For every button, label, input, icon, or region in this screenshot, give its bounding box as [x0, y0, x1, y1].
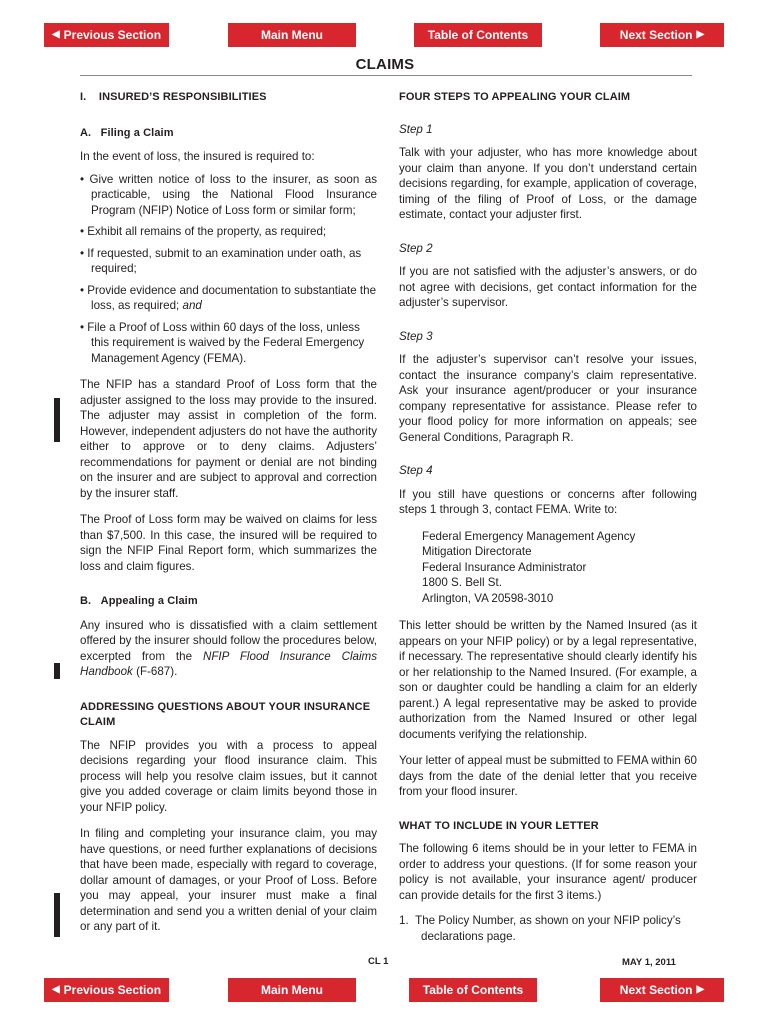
- appeal-deadline-paragraph: Your letter of appeal must be submitted to FEMA within 60 days from the date of the denial letter that you receive from your flood insurer.: [399, 754, 697, 798]
- right-column: [399, 90, 697, 944]
- title-divider: [80, 75, 692, 76]
- address-line: Federal Emergency Management Agency: [422, 529, 636, 543]
- previous-section-label: Previous Section: [63, 983, 162, 997]
- left-column: [80, 90, 377, 935]
- table-of-contents-button[interactable]: [414, 23, 542, 47]
- main-menu-label: Main Menu: [261, 983, 323, 997]
- page-date: MAY 1, 2011: [622, 957, 676, 968]
- previous-section-button[interactable]: [44, 978, 169, 1002]
- right-triangle-icon: ▶: [696, 984, 705, 995]
- section-heading: I. INSURED’S RESPONSIBILITIES: [80, 91, 267, 103]
- bullet-item: • If requested, submit to an examination under oath, as required;: [80, 246, 362, 275]
- step-text: If the adjuster’s supervisor can’t resolve your issues, contact the insurance company’s claim representative. Ask your insurance agent/producer or your insurance company representative for assistance. Please refer to your flood policy for more information on appeals; see General Conditions, Paragraph R.: [399, 353, 697, 444]
- table-of-contents-label: Table of Contents: [427, 28, 529, 42]
- filing-paragraph: In filing and completing your insurance claim, you may have questions, or need further explanations of decisions that have been made, especially with regard to coverage, dollar amount of damages, or your Proof of Loss. Before you may appeal, your insurer must make a final determination and send you a written denial of your claim or any part of it.: [80, 827, 377, 933]
- appeal-paragraph: Any insured who is dissatisfied with a claim settlement offered by the insurer should follow the procedures below, excerpted from the NFIP Flood Insurance Claims Handbook (F-687).: [80, 618, 377, 678]
- main-menu-label: Main Menu: [261, 28, 323, 42]
- fema-address: [399, 529, 697, 607]
- main-menu-button[interactable]: [228, 978, 356, 1002]
- next-section-label: Next Section: [619, 28, 693, 42]
- left-triangle-icon: ◀: [51, 29, 60, 40]
- step-text: Talk with your adjuster, who has more knowledge about your claim than anyone. If you don’t understand certain decisions regarding, for example, application of coverage, timing of the filing of Proof of Loss, or the damage estimate, contact your adjuster first.: [399, 146, 697, 221]
- address-line: Federal Insurance Administrator: [422, 560, 587, 574]
- page-code: CL 1: [368, 956, 389, 967]
- process-paragraph: The NFIP provides you with a process to appeal decisions regarding your flood insurance claim. This process will help you resolve claim issues, but it cannot give you added coverage or claim limits beyond those in your NFIP policy.: [80, 738, 377, 814]
- bullet-item: • Exhibit all remains of the property, as required;: [80, 225, 327, 238]
- list-item: 1. The Policy Number, as shown on your NFIP policy’s declarations page.: [399, 914, 681, 943]
- address-line: 1800 S. Bell St.: [422, 576, 502, 589]
- bullet-item: • Provide evidence and documentation to substantiate the loss, as required; and: [80, 283, 377, 312]
- change-bar: [54, 398, 60, 442]
- page-title: CLAIMS: [355, 56, 415, 73]
- proof-of-loss-paragraph: The NFIP has a standard Proof of Loss form that the adjuster assigned to the loss may provide to the insured. The adjuster may assist in completion of the form. However, independent adjusters do not have the authority either to approve or to deny claims. Adjusters’ recommendations for payment or denial are not binding on the insurer and are subject to approval and correction by the insurer staff.: [80, 378, 377, 500]
- previous-section-label: Previous Section: [63, 28, 162, 42]
- four-steps-heading: FOUR STEPS TO APPEALING YOUR CLAIM: [399, 91, 631, 103]
- step-label: Step 4: [399, 464, 433, 477]
- address-line: Mitigation Directorate: [422, 545, 532, 558]
- bullet-item: • Give written notice of loss to the insurer, as soon as practicable, using the National Flood Insurance Program (NFIP) Notice of Loss form or similar form;: [80, 172, 377, 217]
- bullet-item: • File a Proof of Loss within 60 days of the loss, unless this requirement is waived by the Federal Emergency Management Agency (FEMA).: [80, 320, 365, 365]
- waived-paragraph: The Proof of Loss form may be waived on claims for less than $7,500. In this case, the insured will be required to sign the NFIP Final Report form, which summarizes the loss and claim figures.: [80, 513, 377, 573]
- filing-heading: A. Filing a Claim: [80, 126, 174, 139]
- appeal-heading: B. Appealing a Claim: [80, 595, 198, 607]
- next-section-button[interactable]: [600, 23, 724, 47]
- addressing-heading: ADDRESSING QUESTIONS ABOUT YOUR INSURANCE CLAIM: [80, 700, 371, 728]
- include-paragraph: The following 6 items should be in your letter to FEMA in order to address your questions. (If for some reason your policy is not available, your insurance agent/ producer can provide details for the first 3 items.): [399, 842, 697, 902]
- next-section-button[interactable]: [600, 978, 724, 1002]
- left-triangle-icon: ◀: [51, 984, 60, 995]
- right-triangle-icon: ▶: [696, 29, 705, 40]
- filing-intro: In the event of loss, the insured is required to:: [80, 150, 315, 163]
- change-bar: [54, 663, 60, 679]
- step-label: Step 2: [399, 241, 433, 255]
- step-text: If you are not satisfied with the adjuster’s answers, or do not agree with decisions, get contact information for the adjuster’s supervisor.: [399, 265, 697, 309]
- table-of-contents-label: Table of Contents: [422, 983, 524, 997]
- table-of-contents-button[interactable]: [409, 978, 537, 1002]
- previous-section-button[interactable]: [44, 23, 169, 47]
- main-menu-button[interactable]: [228, 23, 356, 47]
- step-label: Step 1: [399, 122, 433, 136]
- step-label: Step 3: [399, 329, 433, 343]
- address-line: Arlington, VA 20598-3010: [422, 591, 554, 605]
- letter-paragraph: This letter should be written by the Named Insured (as it appears on your NFIP policy) or by a legal representative, if necessary. The representative should clearly identify his or her relationship to the Named Insured. (For example, a son or daughter could be handling a claim for an elderly parent.) A legal representative may be asked to provide authorization from the Named Insured or other legal documents verifying the relationship.: [399, 619, 697, 741]
- change-bar: [54, 893, 60, 937]
- include-heading: WHAT TO INCLUDE IN YOUR LETTER: [399, 819, 599, 832]
- step-text: If you still have questions or concerns after following steps 1 through 3, contact FEMA. Write to:: [399, 487, 697, 516]
- next-section-label: Next Section: [619, 983, 693, 997]
